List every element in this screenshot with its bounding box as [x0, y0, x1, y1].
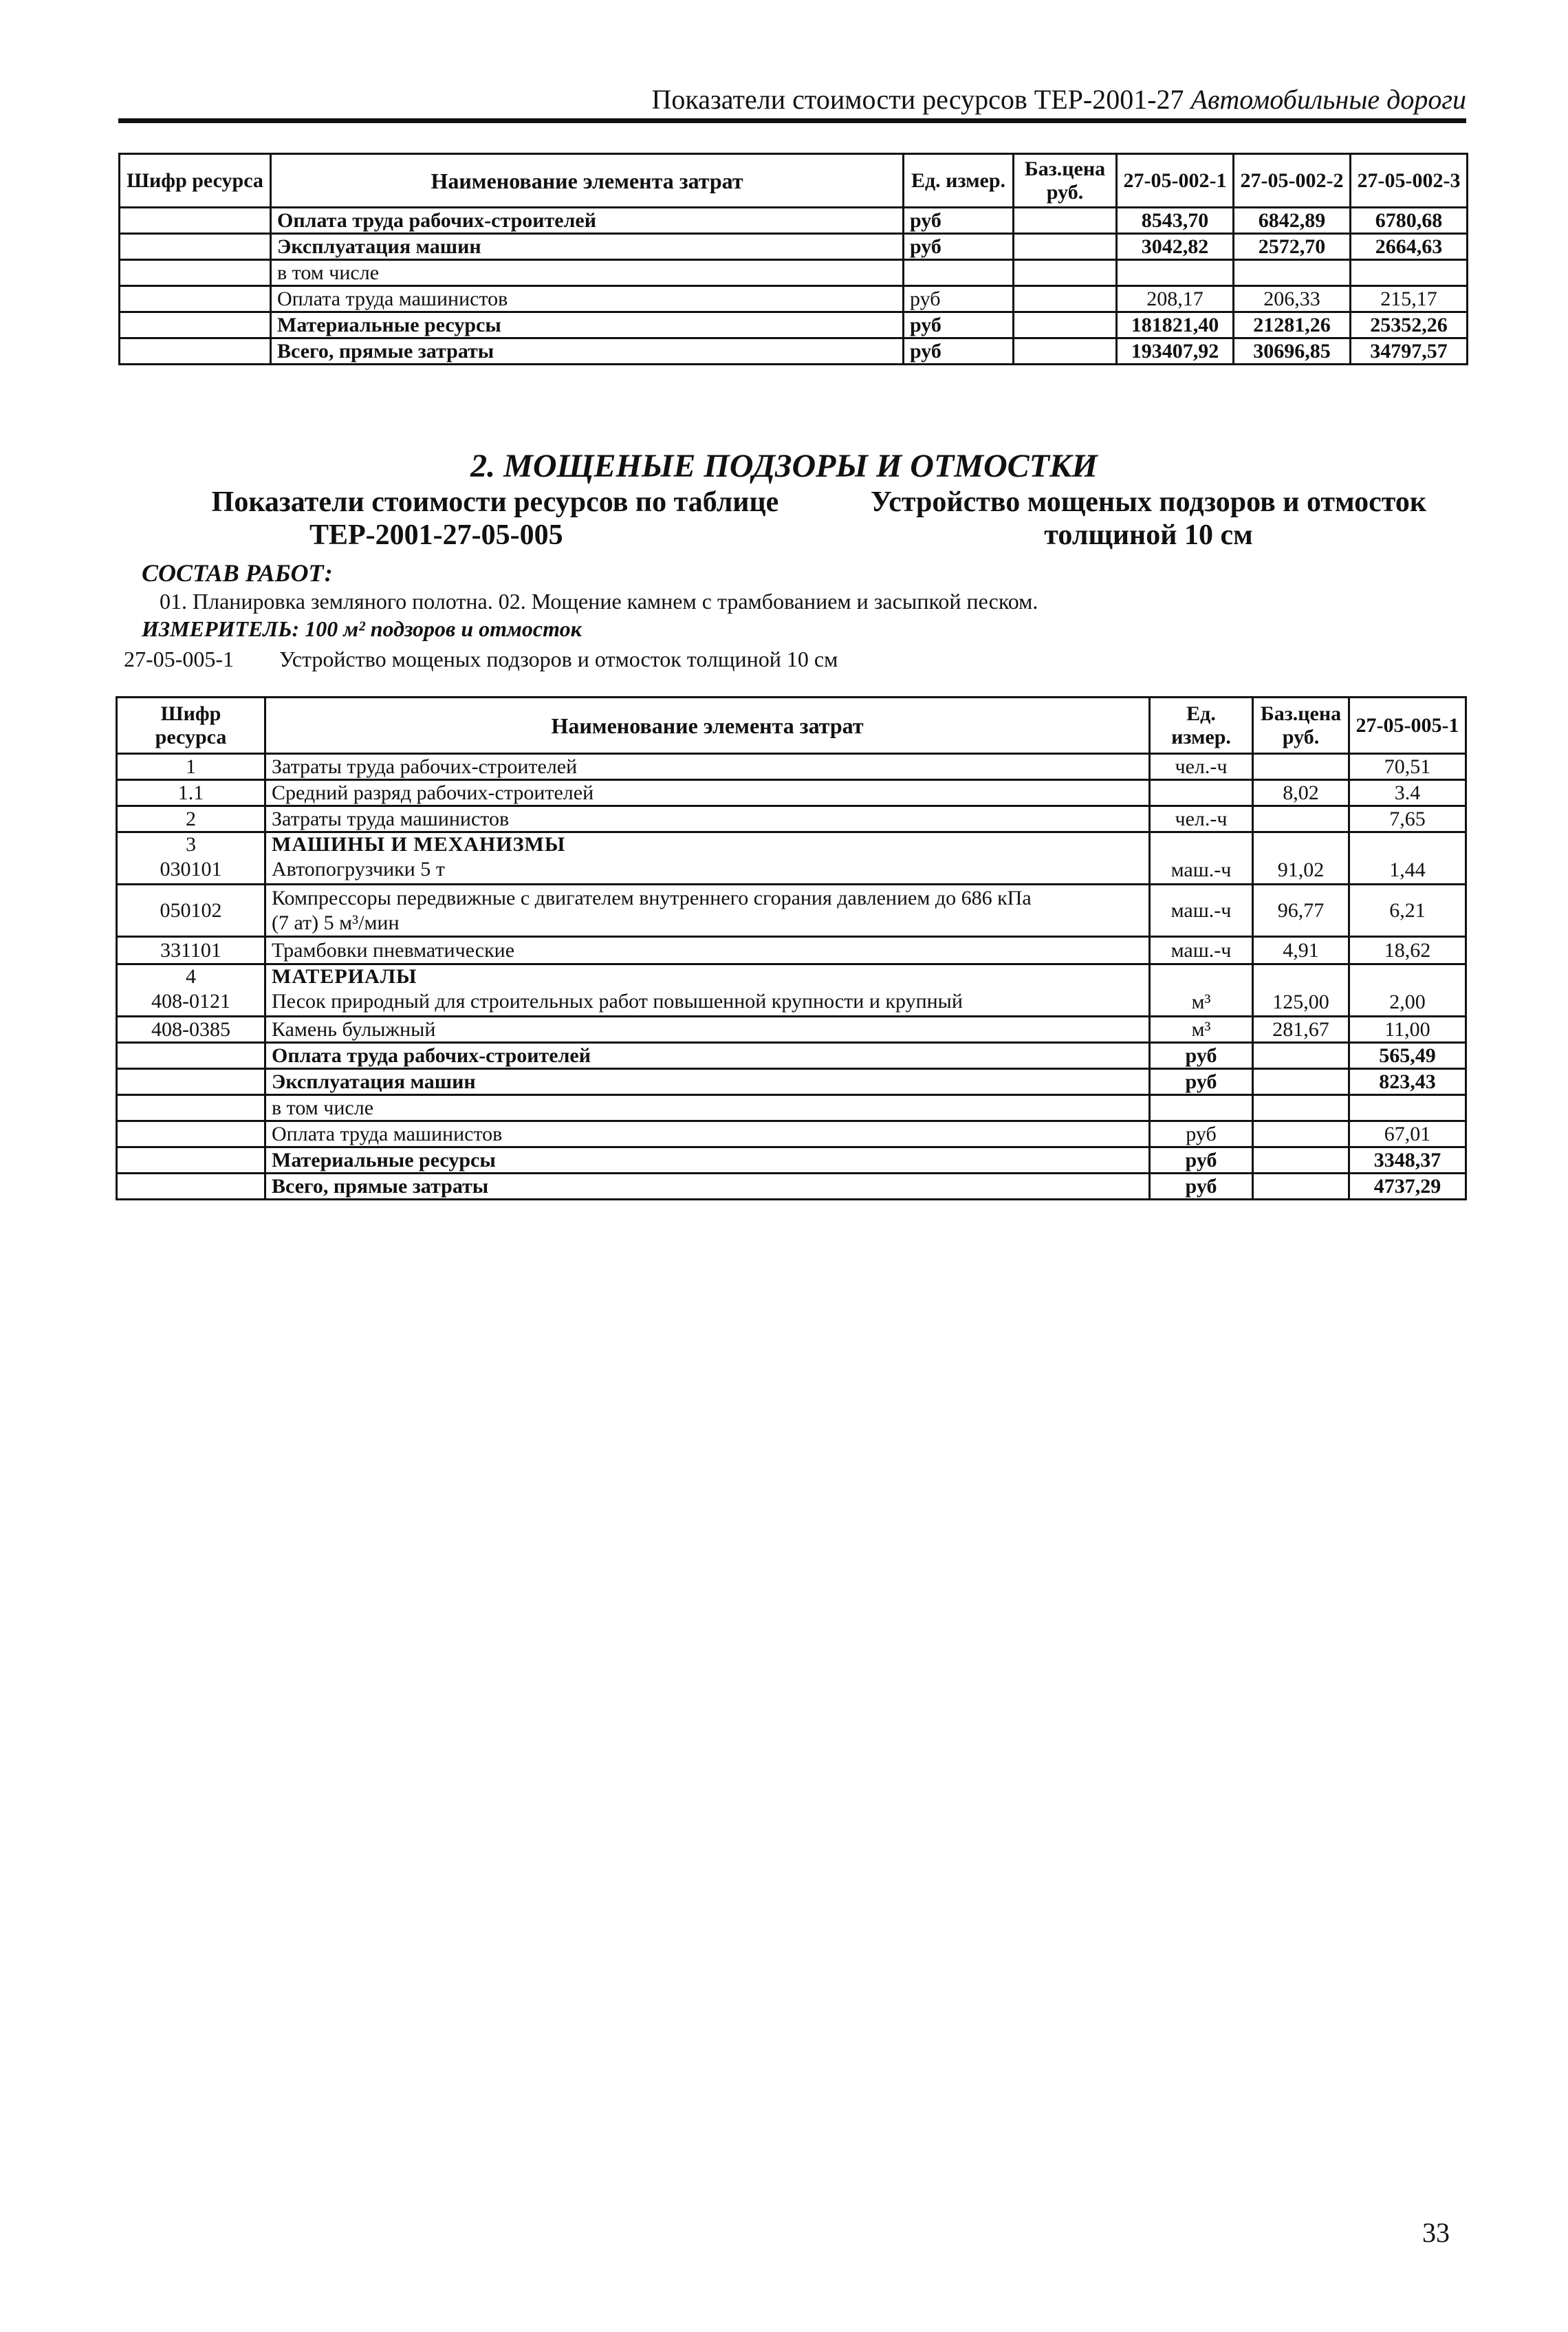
- t2-r9-c1: 823,43: [1349, 1069, 1466, 1095]
- table-row: [117, 1017, 1466, 1043]
- t2-r6-c1: 2,00: [1349, 964, 1466, 1017]
- t2-r10-c1: [1349, 1095, 1466, 1121]
- t1-r2-c2: [1234, 260, 1351, 286]
- t2-r4-price: 96,77: [1253, 885, 1349, 937]
- t2-r4-code: 050102: [117, 885, 265, 937]
- t2-head-price: Баз.цена руб.: [1253, 698, 1349, 754]
- section-right-line2: толщиной 10 см: [1044, 519, 1253, 551]
- t2-r3-name2: Автопогрузчики 5 т: [272, 858, 445, 881]
- t2-r5-name: Трамбовки пневматические: [265, 937, 1150, 964]
- t1-r4-c3: 25352,26: [1351, 312, 1468, 338]
- t2-r5-code: 331101: [117, 937, 265, 964]
- t1-head-name: Наименование элемента затрат: [271, 154, 904, 208]
- table-row: [120, 234, 1468, 260]
- t2-r11-unit: руб: [1150, 1121, 1253, 1147]
- resource-table-1: [118, 153, 1468, 365]
- t1-r1-c3: 2664,63: [1351, 234, 1468, 260]
- table-row: [117, 780, 1466, 806]
- t1-r3-name: Оплата труда машинистов: [271, 286, 904, 312]
- t2-r7-code: 408-0385: [117, 1017, 265, 1043]
- t2-r12-unit: руб: [1150, 1147, 1253, 1174]
- t2-r13-unit: руб: [1150, 1174, 1253, 1200]
- t1-head-unit: Ед. измер.: [904, 154, 1014, 208]
- t2-r10-unit: [1150, 1095, 1253, 1121]
- t1-r2-unit: [904, 260, 1014, 286]
- table-row: [120, 338, 1468, 365]
- t2-r1-code: 1.1: [117, 780, 265, 806]
- t1-r5-unit: руб: [904, 338, 1014, 365]
- t1-r2-c3: [1351, 260, 1468, 286]
- t2-r8-unit: руб: [1150, 1043, 1253, 1069]
- t2-r7-unit: м³: [1150, 1017, 1253, 1043]
- section-title: 2. МОЩЕНЫЕ ПОДЗОРЫ И ОТМОСТКИ: [470, 448, 1098, 484]
- t2-r13-c1: 4737,29: [1349, 1174, 1466, 1200]
- t1-head-code: Шифр ресурса: [120, 154, 271, 208]
- t2-r8-c1: 565,49: [1349, 1043, 1466, 1069]
- t1-r5-c2: 30696,85: [1234, 338, 1351, 365]
- t1-r1-c1: 3042,82: [1117, 234, 1234, 260]
- section-left-line2: ТЕР-2001-27-05-005: [309, 519, 563, 551]
- resource-table-2: [116, 696, 1467, 1200]
- t1-r0-name: Оплата труда рабочих-строителей: [271, 208, 904, 234]
- section-right-line1: Устройство мощеных подзоров и отмосток: [870, 486, 1427, 518]
- t1-r1-name: Эксплуатация машин: [271, 234, 904, 260]
- composition-text: 01. Планировка земляного полотна. 02. Мощение камнем с трамбованием и засыпкой песком.: [160, 589, 1038, 614]
- t1-r0-c2: 6842,89: [1234, 208, 1351, 234]
- t1-r2-c1: [1117, 260, 1234, 286]
- t2-r13-name: Всего, прямые затраты: [265, 1174, 1150, 1200]
- t2-r5-price: 4,91: [1253, 937, 1349, 964]
- table-row: [117, 1095, 1466, 1121]
- t2-r0-unit: чел.-ч: [1150, 754, 1253, 780]
- t1-head-c1: 27-05-002-1: [1117, 154, 1234, 208]
- t2-r7-name: Камень булыжный: [265, 1017, 1150, 1043]
- t2-r10-name: в том числе: [265, 1095, 1150, 1121]
- t1-head-price: Баз.цена руб.: [1014, 154, 1117, 208]
- t1-r4-unit: руб: [904, 312, 1014, 338]
- t2-r2-unit: чел.-ч: [1150, 806, 1253, 832]
- t2-head-name: Наименование элемента затрат: [265, 698, 1150, 754]
- t2-r6-code: 4: [186, 965, 196, 988]
- t2-r8-name: Оплата труда рабочих-строителей: [265, 1043, 1150, 1069]
- t2-r6-name2: Песок природный для строительных работ повышенной крупности и крупный: [272, 990, 963, 1013]
- page-number: 33: [1422, 2217, 1450, 2248]
- t1-r4-c2: 21281,26: [1234, 312, 1351, 338]
- t2-r3-c1: 1,44: [1349, 832, 1466, 885]
- section-left-heading: [151, 486, 839, 552]
- header-subtitle: Автомобильные дороги: [1190, 84, 1466, 115]
- t2-head-unit: Ед. измер.: [1150, 698, 1253, 754]
- t1-r2-name: в том числе: [271, 260, 904, 286]
- composition-label: СОСТАВ РАБОТ:: [142, 559, 333, 587]
- item-text: Устройство мощеных подзоров и отмосток толщиной 10 см: [279, 647, 838, 671]
- t1-r5-c3: 34797,57: [1351, 338, 1468, 365]
- t2-r0-code: 1: [117, 754, 265, 780]
- t2-r5-c1: 18,62: [1349, 937, 1466, 964]
- meter-label: ИЗМЕРИТЕЛЬ: 100 м² подзоров и отмосток: [142, 616, 582, 641]
- t1-r4-name: Материальные ресурсы: [271, 312, 904, 338]
- t2-r12-name: Материальные ресурсы: [265, 1147, 1150, 1174]
- page-header: [118, 81, 1466, 123]
- t2-r1-name: Средний разряд рабочих-строителей: [265, 780, 1150, 806]
- table-row: [117, 964, 1466, 1017]
- header-title: Показатели стоимости ресурсов ТЕР-2001-27: [651, 84, 1184, 115]
- t1-r0-unit: руб: [904, 208, 1014, 234]
- table-row: [117, 937, 1466, 964]
- item-code: 27-05-005-1: [124, 647, 234, 671]
- t2-r2-name: Затраты труда машинистов: [265, 806, 1150, 832]
- table-row: [117, 1043, 1466, 1069]
- t2-r2-code: 2: [117, 806, 265, 832]
- table-row: [117, 832, 1466, 885]
- table-row: [120, 286, 1468, 312]
- t2-r1-price: 8,02: [1253, 780, 1349, 806]
- table-row: [120, 312, 1468, 338]
- t1-r1-unit: руб: [904, 234, 1014, 260]
- t2-r4-name: Компрессоры передвижные с двигателем внутреннего сгорания давлением до 686 кПа: [272, 886, 1032, 909]
- t2-r1-unit: [1150, 780, 1253, 806]
- t1-r0-c3: 6780,68: [1351, 208, 1468, 234]
- table-row: [120, 208, 1468, 234]
- t1-r1-c2: 2572,70: [1234, 234, 1351, 260]
- table-row: [117, 1174, 1466, 1200]
- t2-r11-name: Оплата труда машинистов: [265, 1121, 1150, 1147]
- t2-r11-c1: 67,01: [1349, 1121, 1466, 1147]
- t2-r4-unit: маш.-ч: [1150, 885, 1253, 937]
- t1-r0-c1: 8543,70: [1117, 208, 1234, 234]
- t2-r6-name: МАТЕРИАЛЫ: [272, 965, 417, 988]
- t2-r3-price: 91,02: [1253, 832, 1349, 885]
- t2-r4-c1: 6,21: [1349, 885, 1466, 937]
- t2-r6-unit: м³: [1150, 964, 1253, 1017]
- t1-r5-name: Всего, прямые затраты: [271, 338, 904, 365]
- t1-r3-c2: 206,33: [1234, 286, 1351, 312]
- t2-r2-price: [1253, 806, 1349, 832]
- t2-r3-code2: 030101: [160, 858, 222, 881]
- section-left-line1: Показатели стоимости ресурсов по таблице: [211, 486, 779, 518]
- t2-r2-c1: 7,65: [1349, 806, 1466, 832]
- t2-r1-c1: 3.4: [1349, 780, 1466, 806]
- t2-r9-name: Эксплуатация машин: [265, 1069, 1150, 1095]
- t2-r0-c1: 70,51: [1349, 754, 1466, 780]
- t2-r12-c1: 3348,37: [1349, 1147, 1466, 1174]
- t2-r6-code2: 408-0121: [151, 990, 230, 1013]
- t1-r5-c1: 193407,92: [1117, 338, 1234, 365]
- t1-r3-unit: руб: [904, 286, 1014, 312]
- table-row: [117, 1121, 1466, 1147]
- t1-r4-c1: 181821,40: [1117, 312, 1234, 338]
- t2-head-c1: 27-05-005-1: [1349, 698, 1466, 754]
- table-row: [117, 885, 1466, 937]
- t2-r5-unit: маш.-ч: [1150, 937, 1253, 964]
- t2-r9-unit: руб: [1150, 1069, 1253, 1095]
- t2-head-code: Шифр ресурса: [117, 698, 265, 754]
- t2-r3-name: МАШИНЫ И МЕХАНИЗМЫ: [272, 833, 566, 856]
- t1-head-c3: 27-05-002-3: [1351, 154, 1468, 208]
- t2-r7-price: 281,67: [1253, 1017, 1349, 1043]
- table-row: [120, 260, 1468, 286]
- t2-r3-code: 3: [186, 833, 196, 856]
- t1-head-c2: 27-05-002-2: [1234, 154, 1351, 208]
- t2-r6-price: 125,00: [1253, 964, 1349, 1017]
- t2-r0-price: [1253, 754, 1349, 780]
- section-right-heading: [839, 486, 1458, 552]
- t2-r3-unit: маш.-ч: [1150, 832, 1253, 885]
- table-row: [117, 1147, 1466, 1174]
- t2-r0-name: Затраты труда рабочих-строителей: [265, 754, 1150, 780]
- table-row: [117, 806, 1466, 832]
- t1-r3-c3: 215,17: [1351, 286, 1468, 312]
- t1-r3-c1: 208,17: [1117, 286, 1234, 312]
- t2-r4-name-b: (7 ат) 5 м³/мин: [272, 911, 400, 934]
- table-row: [117, 754, 1466, 780]
- t2-r7-c1: 11,00: [1349, 1017, 1466, 1043]
- table-row: [117, 1069, 1466, 1095]
